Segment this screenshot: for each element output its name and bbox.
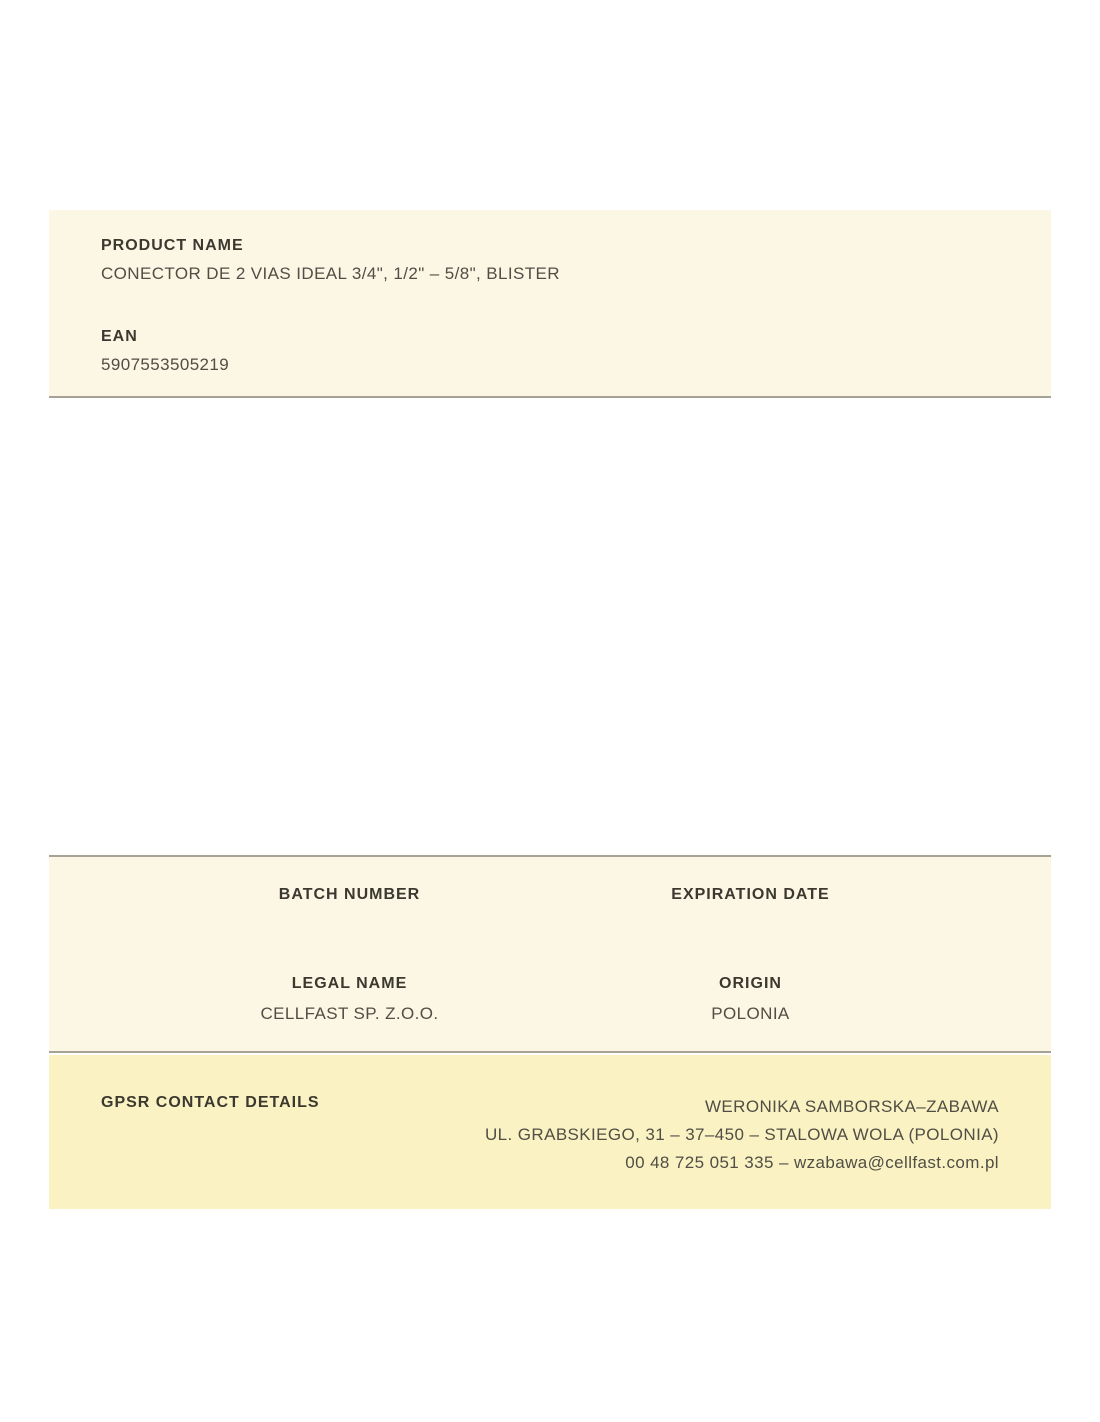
- product-name-label: PRODUCT NAME: [101, 237, 244, 254]
- origin-column: [550, 974, 951, 1024]
- origin-value: POLONIA: [711, 1004, 790, 1023]
- gpsr-contact-panel: [49, 1055, 1051, 1209]
- product-info-panel: [49, 210, 1051, 398]
- gpsr-contact-block: [485, 1093, 999, 1177]
- gpsr-contact-address: UL. GRABSKIEGO, 31 – 37–450 – STALOWA WOLA (POLONIA): [485, 1125, 999, 1144]
- ean-value: 5907553505219: [101, 355, 230, 374]
- legal-name-column: [149, 974, 550, 1024]
- batch-expiration-row: [149, 885, 951, 905]
- legal-origin-row: [149, 974, 951, 1024]
- batch-number-label: BATCH NUMBER: [278, 886, 421, 903]
- legal-name-value: CELLFAST SP. Z.O.O.: [260, 1004, 439, 1023]
- expiration-date-column: [550, 885, 951, 905]
- batch-legal-panel: [49, 855, 1051, 1053]
- ean-field: [101, 327, 999, 375]
- gpsr-contact-name: WERONIKA SAMBORSKA–ZABAWA: [704, 1097, 999, 1116]
- product-name-value: CONECTOR DE 2 VIAS IDEAL 3/4", 1/2" – 5/8", BLISTER: [101, 264, 560, 283]
- ean-label: EAN: [101, 328, 138, 345]
- legal-name-label: LEGAL NAME: [291, 975, 408, 992]
- gpsr-contact-phone-email: 00 48 725 051 335 – wzabawa@cellfast.com.pl: [625, 1153, 999, 1172]
- product-name-field: [101, 236, 999, 284]
- gpsr-contact-label: GPSR CONTACT DETAILS: [101, 1094, 320, 1111]
- origin-label: ORIGIN: [719, 975, 782, 992]
- expiration-date-label: EXPIRATION DATE: [671, 886, 830, 903]
- batch-number-column: [149, 885, 550, 905]
